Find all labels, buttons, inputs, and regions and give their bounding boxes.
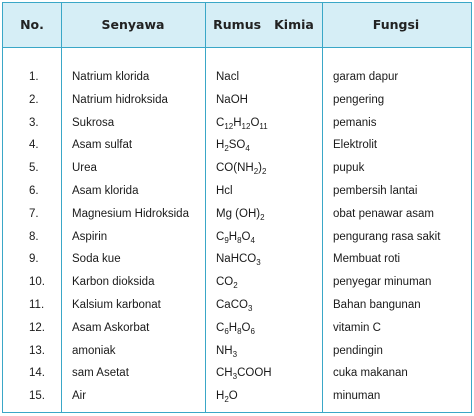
compound-name: Natrium klorida xyxy=(72,71,150,83)
chemical-formula xyxy=(216,158,266,178)
row-number: 8. xyxy=(29,230,39,243)
header-function: Fungsi xyxy=(372,17,420,32)
table-row xyxy=(3,158,471,178)
formula-subscript: 9 xyxy=(224,235,229,245)
formula-subscript: 2 xyxy=(253,167,259,177)
row-number: 7. xyxy=(29,207,39,220)
formula-subscript: 6 xyxy=(224,326,229,336)
table-row xyxy=(3,318,471,338)
formula-part: O xyxy=(241,321,251,334)
formula-part: NaOH xyxy=(216,93,248,106)
row-number: 5. xyxy=(29,162,39,175)
table-row xyxy=(3,135,471,155)
compound-name: Air xyxy=(72,390,87,403)
formula-subscript: 11 xyxy=(259,121,268,131)
compound-name: Kalsium karbonat xyxy=(72,299,161,311)
compound-function: pengurang rasa sakit xyxy=(333,230,441,243)
compound-name: Aspirin xyxy=(72,230,108,243)
formula-part: O xyxy=(241,230,251,243)
formula-part: H xyxy=(233,116,242,129)
formula-part: C xyxy=(216,230,225,243)
compound-table xyxy=(2,2,472,413)
chemical-formula xyxy=(216,318,255,338)
row-number: 3. xyxy=(29,116,39,129)
formula-subscript: 12 xyxy=(224,121,234,131)
table-row xyxy=(3,113,471,133)
compound-name: Magnesium Hidroksida xyxy=(72,207,189,220)
compound-function: vitamin C xyxy=(333,321,381,334)
formula-subscript: 3 xyxy=(232,349,238,359)
formula-part: C xyxy=(216,321,225,334)
row-number: 13. xyxy=(29,344,45,357)
compound-name: Soda kue xyxy=(72,253,121,266)
formula-part: NaHCO xyxy=(216,253,257,266)
formula-subscript: 4 xyxy=(250,235,255,245)
compound-name: Asam klorida xyxy=(72,185,139,197)
compound-name: sam Asetat xyxy=(72,367,129,380)
formula-subscript: 4 xyxy=(245,144,250,154)
formula-part: H xyxy=(216,390,225,403)
compound-function: obat penawar asam xyxy=(333,207,435,220)
compound-function: cuka makanan xyxy=(333,367,408,380)
chemical-formula xyxy=(216,295,252,315)
chemical-formula xyxy=(216,227,255,247)
formula-subscript: 2 xyxy=(224,144,229,154)
formula-part: Hcl xyxy=(216,185,233,197)
row-number: 4. xyxy=(29,139,39,152)
compound-function: pemanis xyxy=(333,116,377,129)
compound-function: pembersih lantai xyxy=(333,185,418,197)
formula-subscript: 6 xyxy=(250,326,255,336)
formula-part: H xyxy=(228,321,238,334)
table-row xyxy=(3,386,471,406)
formula-subscript: 12 xyxy=(241,121,251,131)
row-number: 14. xyxy=(29,367,45,380)
formula-part: Mg (OH) xyxy=(216,207,261,220)
formula-part: CH xyxy=(216,367,233,380)
chemical-formula xyxy=(216,204,265,224)
chemical-formula xyxy=(216,341,237,361)
formula-subscript: 2 xyxy=(260,212,265,222)
formula-part: C xyxy=(216,116,225,129)
formula-part: H xyxy=(216,139,225,152)
table-row xyxy=(3,249,471,269)
compound-function: pengering xyxy=(333,93,385,106)
chemical-formula xyxy=(216,135,250,155)
compound-name: Sukrosa xyxy=(72,116,115,129)
row-number: 10. xyxy=(29,276,45,289)
compound-function: penyegar minuman xyxy=(333,276,432,289)
table-header xyxy=(3,3,471,48)
formula-part: Nacl xyxy=(216,71,240,83)
compound-function: Bahan bangunan xyxy=(333,299,421,311)
formula-subscript: 3 xyxy=(232,372,238,382)
compound-function: pendingin xyxy=(333,344,383,357)
table-row xyxy=(3,227,471,247)
compound-name: Natrium hidroksida xyxy=(72,93,168,106)
formula-subscript: 8 xyxy=(237,326,242,336)
formula-part: CO xyxy=(216,276,234,289)
chemical-formula xyxy=(216,113,268,133)
formula-subscript: 2 xyxy=(233,281,238,291)
chemical-formula xyxy=(216,272,238,292)
formula-part: CO(NH xyxy=(216,162,254,175)
formula-subscript: 2 xyxy=(262,167,267,177)
chemical-formula xyxy=(216,363,272,383)
formula-subscript: 2 xyxy=(224,395,229,405)
table-row xyxy=(3,67,471,87)
compound-function: pupuk xyxy=(333,162,365,175)
table-row xyxy=(3,204,471,224)
table-row xyxy=(3,90,471,110)
chemical-formula xyxy=(216,67,239,87)
table-row xyxy=(3,272,471,292)
formula-subscript: 3 xyxy=(247,304,253,313)
formula-part: ) xyxy=(258,162,262,175)
header-compound: Senyawa xyxy=(101,17,165,32)
row-number: 1. xyxy=(29,71,39,83)
header-formula: Rumus Kimia xyxy=(213,17,314,32)
compound-name: Urea xyxy=(72,162,97,175)
formula-part: SO xyxy=(228,139,246,152)
row-number: 6. xyxy=(29,185,39,197)
formula-part: O xyxy=(228,390,238,403)
row-number: 12. xyxy=(29,321,45,334)
compound-function: Membuat roti xyxy=(333,253,401,266)
compound-function: minuman xyxy=(333,390,381,403)
compound-name: Asam sulfat xyxy=(72,139,133,152)
formula-subscript: 3 xyxy=(256,258,261,268)
chemical-formula xyxy=(216,90,248,110)
chemical-formula xyxy=(216,249,261,269)
compound-function: garam dapur xyxy=(333,71,399,83)
row-number: 15. xyxy=(29,390,45,403)
formula-part: H xyxy=(228,230,238,243)
row-number: 11. xyxy=(29,299,45,311)
table-row xyxy=(3,181,471,201)
formula-part: O xyxy=(250,116,260,129)
formula-part: NH xyxy=(216,344,233,357)
formula-part: CaCO xyxy=(216,299,248,311)
chemical-formula xyxy=(216,386,238,406)
formula-part: COOH xyxy=(237,367,272,380)
formula-subscript: 8 xyxy=(237,235,242,245)
row-number: 9. xyxy=(29,253,39,266)
compound-function: Elektrolit xyxy=(333,139,378,152)
compound-name: Karbon dioksida xyxy=(72,276,155,289)
table-row xyxy=(3,363,471,383)
table-row xyxy=(3,341,471,361)
table-row xyxy=(3,295,471,315)
row-number: 2. xyxy=(29,93,39,106)
header-no: No. xyxy=(20,17,44,32)
compound-name: amoniak xyxy=(72,344,116,357)
chemical-formula xyxy=(216,181,233,201)
compound-name: Asam Askorbat xyxy=(72,321,150,334)
